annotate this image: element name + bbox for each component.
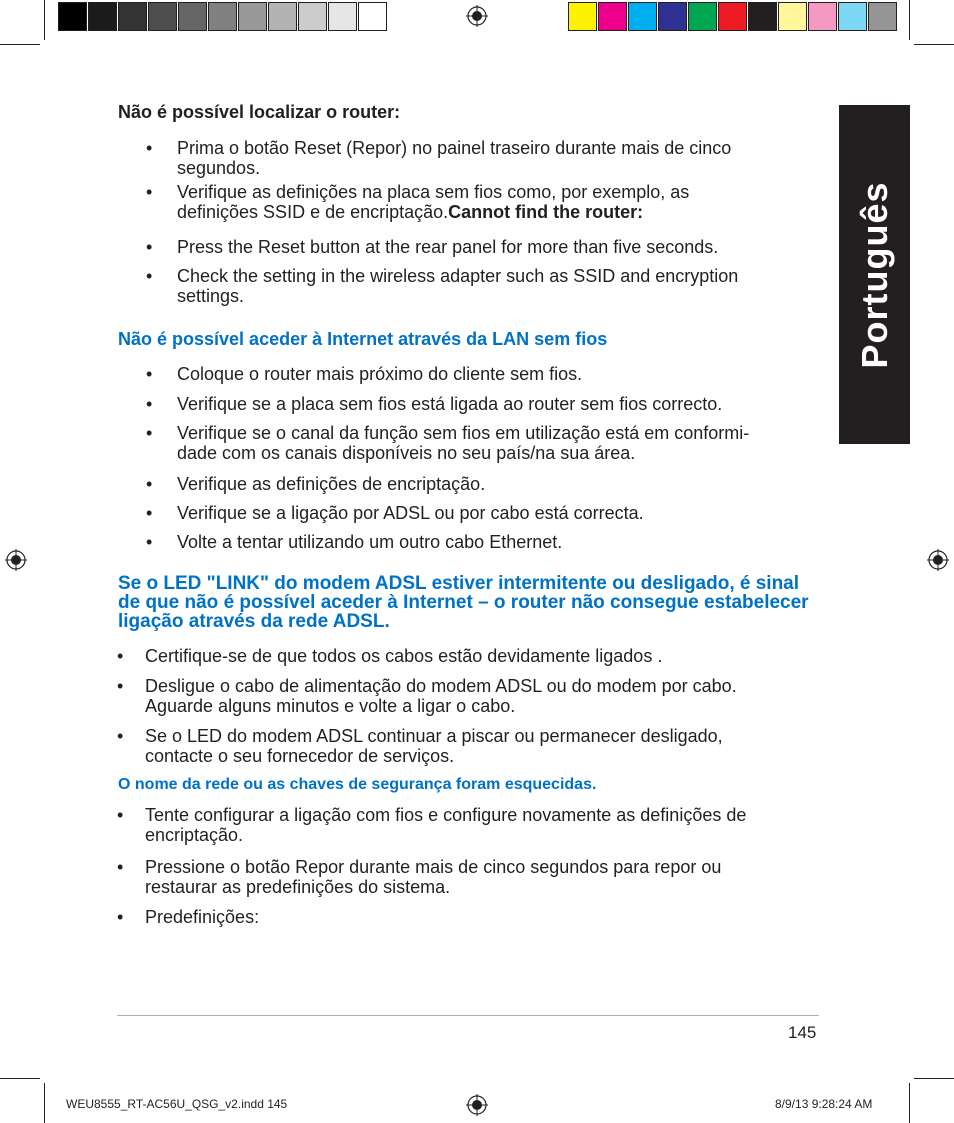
bullet-icon: • xyxy=(146,532,153,552)
list-item-line xyxy=(145,746,723,766)
section4-heading: O nome da rede ou as chaves de segurança foram esquecidas. xyxy=(118,776,597,793)
bullet-icon: • xyxy=(146,266,153,286)
color-swatch xyxy=(838,2,867,31)
gray-swatch xyxy=(268,2,297,31)
list-item-line xyxy=(177,182,689,202)
gray-swatch xyxy=(118,2,147,31)
color-swatch-bar xyxy=(568,2,898,31)
list-item-text: restaurar as predefinições do sistema. xyxy=(145,877,451,897)
color-swatch xyxy=(808,2,837,31)
language-tab xyxy=(839,105,910,444)
crop-mark xyxy=(909,0,910,40)
gray-swatch xyxy=(328,2,357,31)
crop-mark xyxy=(909,1083,910,1123)
list-item-bold-text: Cannot find the router: xyxy=(448,202,644,222)
section3-heading-line: ligação através da rede ADSL. xyxy=(118,611,390,632)
bullet-icon: • xyxy=(117,676,124,696)
language-tab-label: Português xyxy=(853,180,895,369)
section3-heading-line: Se o LED "LINK" do modem ADSL estiver intermitente ou desligado, é sinal xyxy=(118,573,800,594)
list-item-line xyxy=(145,857,721,877)
list-item-text: Tente configurar a ligação com fios e configure novamente as definições de xyxy=(145,805,747,825)
list-item-text: Pressione o botão Repor durante mais de cinco segundos para repor ou xyxy=(145,857,722,877)
bullet-icon: • xyxy=(146,394,153,414)
bullet-icon: • xyxy=(146,503,153,523)
gray-swatch xyxy=(58,2,87,31)
gray-swatch xyxy=(358,2,387,31)
bullet-icon: • xyxy=(117,646,124,666)
bullet-icon: • xyxy=(146,364,153,384)
gray-swatch xyxy=(148,2,177,31)
list-item-text: Verifique as definições na placa sem fios como, por exemplo, as xyxy=(177,182,690,202)
list-item-line xyxy=(177,138,731,158)
gray-swatch xyxy=(208,2,237,31)
crop-mark xyxy=(0,1078,40,1079)
color-swatch xyxy=(778,2,807,31)
list-item-line xyxy=(145,805,746,825)
section1-heading: Não é possível localizar o router: xyxy=(118,102,401,122)
bullet-icon: • xyxy=(146,182,153,202)
list-item-text: Prima o botão Reset (Repor) no painel traseiro durante mais de cinco xyxy=(177,138,732,158)
list-item-text: Verifique se a placa sem fios está ligada ao router sem fios correcto. xyxy=(177,394,723,414)
list-item-text: contacte o seu fornecedor de serviços. xyxy=(145,746,455,766)
color-swatch xyxy=(568,2,597,31)
gray-swatch xyxy=(178,2,207,31)
list-item-line xyxy=(177,443,749,463)
list-item-line xyxy=(177,532,562,552)
list-item-line xyxy=(177,158,731,178)
gray-swatch-bar xyxy=(58,2,388,31)
gray-swatch xyxy=(238,2,267,31)
bullet-icon: • xyxy=(117,907,124,927)
crop-mark xyxy=(914,1078,954,1079)
list-item-text: definições SSID e de encriptação. xyxy=(177,202,449,222)
list-item-text: dade com os canais disponíveis no seu país/na sua área. xyxy=(177,443,636,463)
bullet-icon: • xyxy=(146,237,153,257)
registration-mark-icon xyxy=(466,1094,488,1116)
color-swatch xyxy=(658,2,687,31)
list-item-line xyxy=(145,877,721,897)
list-item-line xyxy=(145,825,746,845)
list-item-line xyxy=(145,907,259,927)
list-item-text: Aguarde alguns minutos e volte a ligar o cabo. xyxy=(145,696,516,716)
registration-mark-icon xyxy=(927,549,949,571)
bullet-icon: • xyxy=(146,138,153,158)
list-item-line xyxy=(145,646,662,666)
list-item-text: settings. xyxy=(177,286,245,306)
bullet-icon: • xyxy=(117,857,124,877)
gray-swatch xyxy=(298,2,327,31)
color-swatch xyxy=(718,2,747,31)
list-item-text: Coloque o router mais próximo do cliente sem fios. xyxy=(177,364,583,384)
print-footer-date: 8/9/13 9:28:24 AM xyxy=(775,1097,873,1111)
color-swatch xyxy=(628,2,657,31)
bullet-icon: • xyxy=(146,423,153,443)
crop-mark xyxy=(44,0,45,40)
list-item-line xyxy=(145,676,737,696)
section3-heading-line: de que não é possível aceder à Internet – o router não consegue estabelecer xyxy=(118,592,809,613)
list-item-line xyxy=(177,503,644,523)
list-item-line xyxy=(177,364,582,384)
list-item-line xyxy=(145,696,737,716)
list-item-text: segundos. xyxy=(177,158,261,178)
list-item-line xyxy=(177,474,485,494)
list-item-text: Verifique se o canal da função sem fios em utilização está em conformi- xyxy=(177,423,750,443)
section2-heading: Não é possível aceder à Internet através da LAN sem fios xyxy=(118,329,608,349)
bullet-icon: • xyxy=(117,805,124,825)
list-item-text: Verifique as definições de encriptação. xyxy=(177,474,486,494)
list-item-text: Certifique-se de que todos os cabos estão devidamente ligados . xyxy=(145,646,663,666)
list-item-line xyxy=(177,266,738,286)
footer-rule xyxy=(117,1015,819,1016)
page-number: 145 xyxy=(788,1023,817,1042)
list-item-line xyxy=(177,423,749,443)
section3-heading xyxy=(118,574,809,631)
bullet-icon: • xyxy=(146,474,153,494)
crop-mark xyxy=(44,1083,45,1123)
color-swatch xyxy=(688,2,717,31)
gray-swatch xyxy=(88,2,117,31)
list-item-line xyxy=(177,286,738,306)
list-item-line xyxy=(177,394,722,414)
list-item-line xyxy=(145,726,723,746)
color-swatch xyxy=(868,2,897,31)
list-item-text: Press the Reset button at the rear panel for more than five seconds. xyxy=(177,237,719,257)
color-swatch xyxy=(598,2,627,31)
list-item-line xyxy=(177,237,718,257)
registration-mark-icon xyxy=(466,5,488,27)
list-item-text: Predefinições: xyxy=(145,907,260,927)
bullet-icon: • xyxy=(117,726,124,746)
list-item-text: Volte a tentar utilizando um outro cabo Ethernet. xyxy=(177,532,563,552)
list-item-text: encriptação. xyxy=(145,825,244,845)
list-item-text: Verifique se a ligação por ADSL ou por cabo está correcta. xyxy=(177,503,644,523)
crop-mark xyxy=(0,44,40,45)
list-item-text: Se o LED do modem ADSL continuar a piscar ou permanecer desligado, xyxy=(145,726,723,746)
list-item-line xyxy=(177,202,689,222)
print-footer-file: WEU8555_RT-AC56U_QSG_v2.indd 145 xyxy=(66,1097,288,1111)
registration-mark-icon xyxy=(5,549,27,571)
crop-mark xyxy=(914,44,954,45)
list-item-text: Check the setting in the wireless adapter such as SSID and encryption xyxy=(177,266,739,286)
list-item-text: Desligue o cabo de alimentação do modem ADSL ou do modem por cabo. xyxy=(145,676,737,696)
color-swatch xyxy=(748,2,777,31)
